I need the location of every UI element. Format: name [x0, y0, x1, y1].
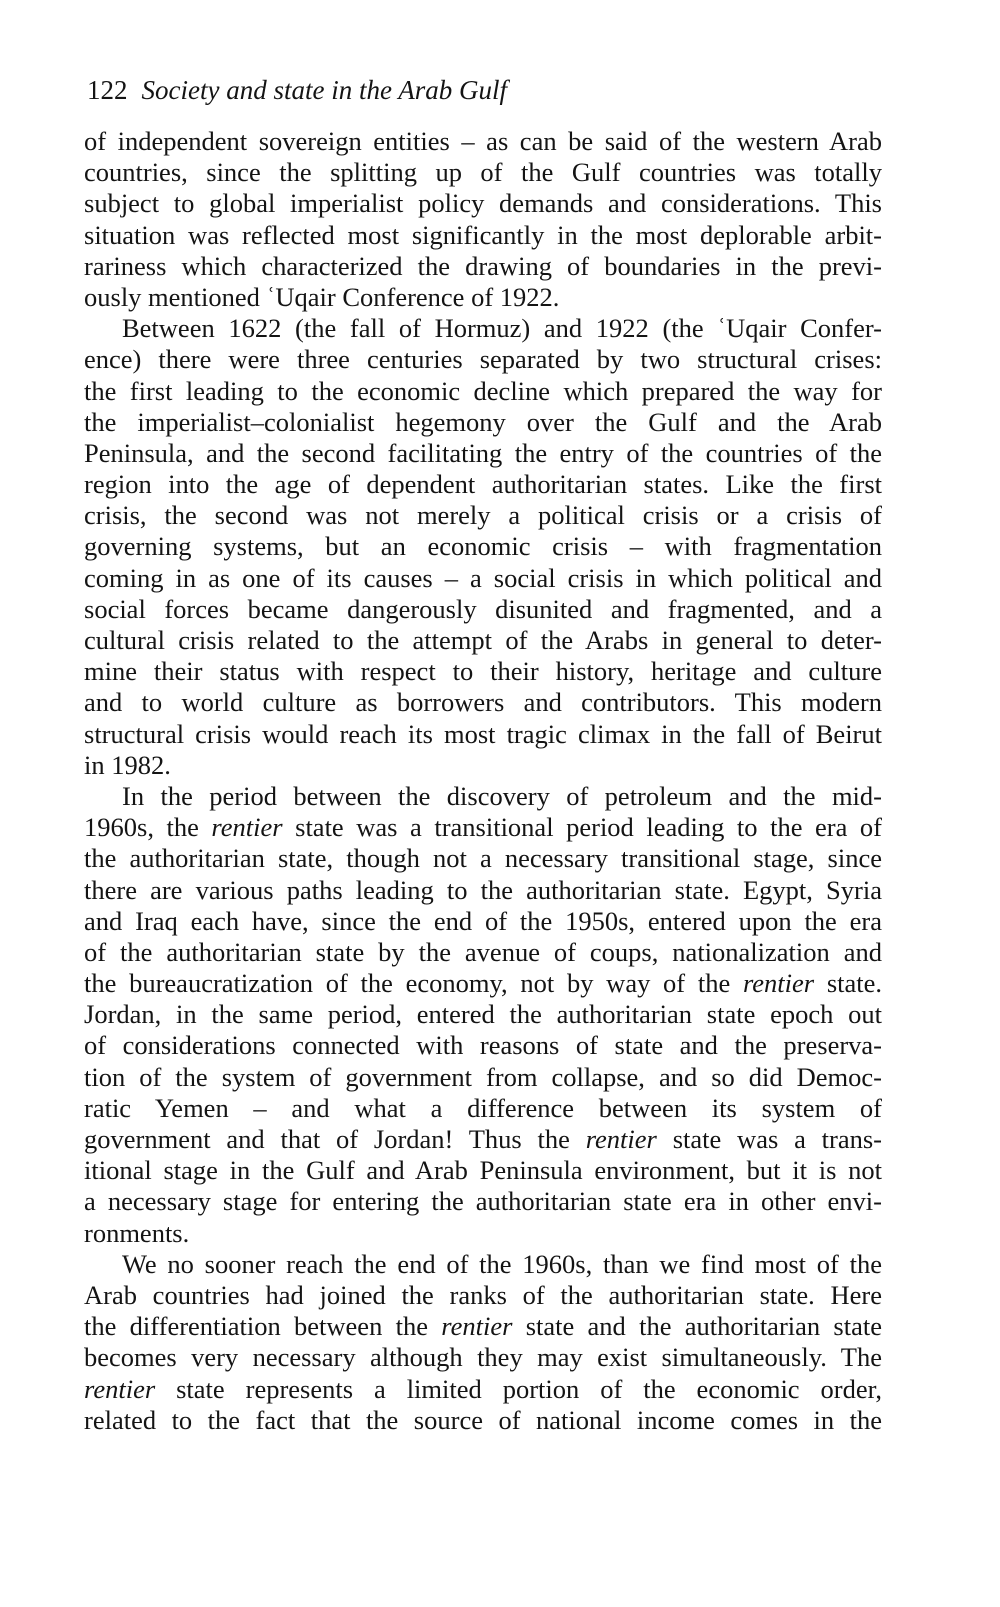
text-line [84, 500, 882, 531]
text-segment: the imperialist–colonialist hegemony over the Gulf and the Arab [84, 406, 882, 437]
text-segment: of the authoritarian state by the avenue of coups, nationalization and [84, 936, 882, 967]
italic-term: rentier [585, 1124, 657, 1154]
text-line [84, 1124, 882, 1155]
text-line [84, 968, 882, 999]
text-line [84, 376, 882, 407]
text-line [84, 1093, 882, 1124]
text-segment: there are various paths leading to the authoritarian state. Egypt, Syria [84, 874, 882, 905]
text-line [84, 282, 882, 313]
text-line [84, 407, 882, 438]
text-segment: ence) there were three centuries separated by two structural crises: [84, 344, 882, 375]
text-line [84, 157, 882, 188]
text-segment: structural crisis would reach its most tragic climax in the fall of Beirut [84, 718, 882, 749]
text-line [84, 438, 882, 469]
text-segment: ously mentioned ʿUqair Conference of 1922. [84, 281, 560, 312]
text-segment: social forces became dangerously disunited and fragmented, and a [84, 593, 882, 624]
text-segment: state. [814, 968, 882, 999]
text-line [84, 1249, 882, 1280]
text-segment: situation was reflected most significantly in the most deplorable arbit- [84, 219, 882, 250]
text-segment: Jordan, in the same period, entered the authoritarian state epoch out [84, 999, 882, 1030]
text-line [84, 750, 882, 781]
text-segment: and to world culture as borrowers and contributors. This modern [84, 687, 882, 718]
text-segment: In the period between the discovery of petroleum and the mid- [122, 780, 882, 811]
text-segment: governing systems, but an economic crisis – with fragmentation [84, 531, 882, 562]
italic-term: rentier [742, 968, 815, 999]
text-segment: government and that of Jordan! Thus the [84, 1124, 586, 1154]
text-line [84, 906, 882, 937]
text-segment: itional stage in the Gulf and Arab Peninsula environment, but it is not [84, 1155, 882, 1186]
text-line [84, 220, 882, 251]
text-segment: state represents a limited portion of the economic order, [155, 1373, 882, 1404]
text-segment: the first leading to the economic decline which prepared the way for [84, 375, 882, 406]
text-line [84, 1155, 882, 1186]
text-line [84, 656, 882, 687]
text-line [84, 469, 882, 500]
text-segment: countries, since the splitting up of the Gulf countries was totally [84, 157, 882, 188]
text-line [84, 344, 882, 375]
text-segment: ronments. [84, 1217, 190, 1248]
text-segment: a necessary stage for entering the authoritarian state era in other envi- [84, 1186, 882, 1217]
text-line [84, 1374, 882, 1405]
text-line [84, 1280, 882, 1311]
text-line [84, 937, 882, 968]
text-line [84, 1030, 882, 1061]
italic-term: rentier [84, 1373, 156, 1404]
text-segment: state and the authoritarian state [512, 1311, 882, 1342]
text-line [84, 126, 882, 157]
italic-term: rentier [441, 1311, 513, 1342]
text-segment: Between 1622 (the fall of Hormuz) and 1922 (the ʿUqair Confer- [122, 313, 882, 344]
text-segment: tion of the system of government from collapse, and so did Democ- [84, 1061, 882, 1092]
text-line [84, 1062, 882, 1093]
text-segment: We no sooner reach the end of the 1960s, than we find most of the [122, 1248, 882, 1279]
page-number: 122 [87, 75, 128, 105]
text-line [84, 812, 882, 843]
text-line [84, 1186, 882, 1217]
text-segment: state was a trans- [656, 1124, 882, 1154]
text-line [84, 687, 882, 718]
text-segment: 1960s, the [84, 812, 212, 843]
text-segment: mine their status with respect to their history, heritage and culture [84, 656, 882, 687]
text-segment: region into the age of dependent authoritarian states. Like the first [84, 469, 882, 500]
text-segment: and Iraq each have, since the end of the 1950s, entered upon the era [84, 905, 882, 936]
text-segment: Arab countries had joined the ranks of the authoritarian state. Here [84, 1279, 882, 1310]
running-head [87, 72, 507, 108]
text-segment: the authoritarian state, though not a necessary transitional stage, since [84, 843, 882, 874]
text-line [84, 719, 882, 750]
text-segment: of considerations connected with reasons of state and the preserva- [84, 1030, 882, 1061]
text-segment: cultural crisis related to the attempt of the Arabs in general to deter- [84, 625, 882, 655]
text-line [84, 251, 882, 282]
text-segment: the bureaucratization of the economy, not by way of the [84, 968, 743, 999]
text-line [84, 875, 882, 906]
text-line [84, 781, 882, 812]
text-segment: related to the fact that the source of national income comes in the [84, 1404, 882, 1435]
text-segment: ratic Yemen – and what a difference between its system of [84, 1092, 882, 1123]
text-line [84, 1342, 882, 1373]
text-line [84, 999, 882, 1030]
text-segment: in 1982. [84, 749, 171, 780]
text-segment: of independent sovereign entities – as can be said of the western Arab [84, 126, 882, 156]
text-line [84, 1405, 882, 1436]
text-line [84, 313, 882, 344]
text-segment: the differentiation between the [84, 1311, 442, 1342]
text-line [84, 843, 882, 874]
text-segment: crisis, the second was not merely a political crisis or a crisis of [84, 500, 882, 531]
text-segment: rariness which characterized the drawing of boundaries in the previ- [84, 250, 882, 281]
text-segment: state was a transitional period leading to the era of [282, 812, 882, 843]
text-line [84, 1311, 882, 1342]
text-line [84, 1218, 882, 1249]
italic-term: rentier [211, 812, 283, 843]
text-line [84, 188, 882, 219]
text-line [84, 594, 882, 625]
body-text [84, 126, 882, 1436]
text-segment: Peninsula, and the second facilitating the entry of the countries of the [84, 437, 882, 468]
running-title: Society and state in the Arab Gulf [141, 75, 507, 105]
text-line [84, 531, 882, 562]
text-line [84, 563, 882, 594]
text-segment: subject to global imperialist policy demands and considerations. This [84, 188, 882, 219]
text-segment: becomes very necessary although they may exist simultaneously. The [84, 1342, 882, 1373]
text-line [84, 625, 882, 656]
text-segment: coming in as one of its causes – a social crisis in which political and [84, 562, 882, 593]
